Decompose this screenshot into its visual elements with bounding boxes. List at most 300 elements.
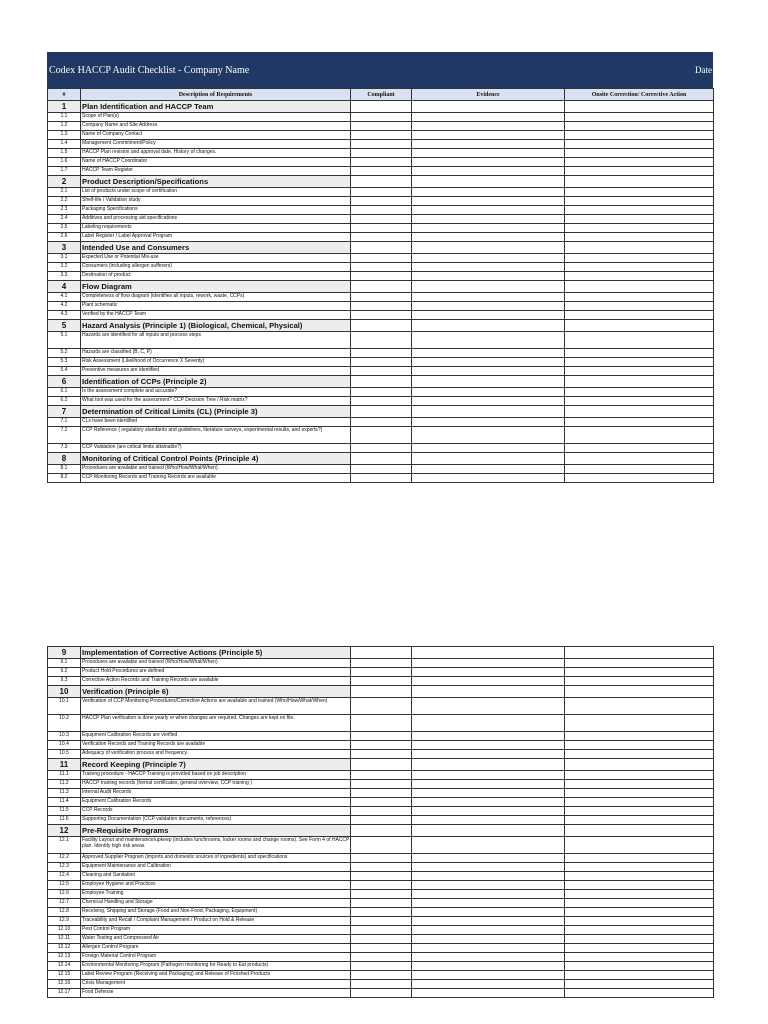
compliant-cell[interactable]	[351, 444, 412, 453]
evidence-cell[interactable]	[412, 686, 565, 698]
evidence-cell[interactable]	[412, 158, 565, 167]
checklist-table-page-2	[47, 646, 714, 998]
evidence-cell[interactable]	[412, 863, 565, 872]
corrective-action-cell[interactable]	[565, 427, 714, 444]
evidence-cell[interactable]	[412, 917, 565, 926]
compliant-cell[interactable]	[351, 427, 412, 444]
corrective-action-cell[interactable]	[565, 242, 714, 254]
evidence-cell[interactable]	[412, 215, 565, 224]
compliant-cell[interactable]	[351, 677, 412, 686]
corrective-action-cell[interactable]	[565, 397, 714, 406]
evidence-cell[interactable]	[412, 944, 565, 953]
evidence-cell[interactable]	[412, 659, 565, 668]
requirement-row	[48, 427, 714, 444]
requirement-description: Adequacy of verification process and frequency.	[81, 750, 351, 759]
corrective-action-cell[interactable]	[565, 272, 714, 281]
corrective-action-cell[interactable]	[565, 281, 714, 293]
requirement-row	[48, 158, 714, 167]
compliant-cell[interactable]	[351, 158, 412, 167]
evidence-cell[interactable]	[412, 807, 565, 816]
evidence-cell[interactable]	[412, 320, 565, 332]
evidence-cell[interactable]	[412, 131, 565, 140]
evidence-cell[interactable]	[412, 474, 565, 483]
requirement-row	[48, 418, 714, 427]
evidence-cell[interactable]	[412, 293, 565, 302]
evidence-cell[interactable]	[412, 677, 565, 686]
corrective-action-cell[interactable]	[565, 233, 714, 242]
section-number: 5	[48, 320, 81, 332]
requirement-row	[48, 899, 714, 908]
compliant-cell[interactable]	[351, 397, 412, 406]
compliant-cell[interactable]	[351, 215, 412, 224]
compliant-cell[interactable]	[351, 944, 412, 953]
evidence-cell[interactable]	[412, 167, 565, 176]
requirement-row	[48, 149, 714, 158]
requirement-description: Verification of CCP Monitoring Procedures/Corrective Actions are available and trained (Who/How/What/When)	[81, 698, 351, 715]
evidence-cell[interactable]	[412, 908, 565, 917]
requirement-row	[48, 302, 714, 311]
corrective-action-cell[interactable]	[565, 320, 714, 332]
requirement-row	[48, 113, 714, 122]
evidence-cell[interactable]	[412, 798, 565, 807]
corrective-action-cell[interactable]	[565, 771, 714, 780]
corrective-action-cell[interactable]	[565, 444, 714, 453]
requirement-row	[48, 332, 714, 349]
requirement-description: Label Review Program (Receiving and Packaging) and Release of Finished Products	[81, 971, 351, 980]
compliant-cell[interactable]	[351, 474, 412, 483]
evidence-cell[interactable]	[412, 715, 565, 732]
requirement-number: 1.6	[48, 158, 81, 167]
evidence-cell[interactable]	[412, 741, 565, 750]
corrective-action-cell[interactable]	[565, 206, 714, 215]
corrective-action-cell[interactable]	[565, 140, 714, 149]
requirement-description: CCP Records	[81, 807, 351, 816]
corrective-action-cell[interactable]	[565, 167, 714, 176]
corrective-action-cell[interactable]	[565, 388, 714, 397]
compliant-cell[interactable]	[351, 698, 412, 715]
evidence-cell[interactable]	[412, 263, 565, 272]
section-title: Determination of Critical Limits (CL) (Principle 3)	[81, 406, 351, 418]
compliant-cell[interactable]	[351, 465, 412, 474]
compliant-cell[interactable]	[351, 376, 412, 388]
requirement-description: CLs have been identified	[81, 418, 351, 427]
corrective-action-cell[interactable]	[565, 789, 714, 798]
evidence-cell[interactable]	[412, 233, 565, 242]
evidence-cell[interactable]	[412, 759, 565, 771]
evidence-cell[interactable]	[412, 647, 565, 659]
evidence-cell[interactable]	[412, 367, 565, 376]
evidence-cell[interactable]	[412, 732, 565, 741]
requirement-description: Equipment Maintenance and Calibration	[81, 863, 351, 872]
evidence-cell[interactable]	[412, 789, 565, 798]
requirement-description: Environmental Monitoring Program (Pathogen monitoring for Ready to Eat products)	[81, 962, 351, 971]
compliant-cell[interactable]	[351, 953, 412, 962]
compliant-cell[interactable]	[351, 320, 412, 332]
requirement-number: 10.4	[48, 741, 81, 750]
corrective-action-cell[interactable]	[565, 837, 714, 854]
compliant-cell[interactable]	[351, 101, 412, 113]
compliant-cell[interactable]	[351, 224, 412, 233]
requirement-number: 12.12	[48, 944, 81, 953]
requirement-row	[48, 254, 714, 263]
section-title: Pre-Requisite Programs	[81, 825, 351, 837]
corrective-action-cell[interactable]	[565, 890, 714, 899]
compliant-cell[interactable]	[351, 453, 412, 465]
evidence-cell[interactable]	[412, 962, 565, 971]
compliant-cell[interactable]	[351, 971, 412, 980]
corrective-action-cell[interactable]	[565, 935, 714, 944]
evidence-cell[interactable]	[412, 698, 565, 715]
requirement-description: Cleaning and Sanitation	[81, 872, 351, 881]
evidence-cell[interactable]	[412, 376, 565, 388]
requirement-number: 10.3	[48, 732, 81, 741]
corrective-action-cell[interactable]	[565, 780, 714, 789]
corrective-action-cell[interactable]	[565, 677, 714, 686]
evidence-cell[interactable]	[412, 935, 565, 944]
corrective-action-cell[interactable]	[565, 962, 714, 971]
corrective-action-cell[interactable]	[565, 453, 714, 465]
compliant-cell[interactable]	[351, 715, 412, 732]
corrective-action-cell[interactable]	[565, 215, 714, 224]
requirement-description: Risk Assessment (Likelihood of Occurrence X Severity)	[81, 358, 351, 367]
compliant-cell[interactable]	[351, 917, 412, 926]
corrective-action-cell[interactable]	[565, 668, 714, 677]
evidence-cell[interactable]	[412, 465, 565, 474]
evidence-cell[interactable]	[412, 406, 565, 418]
evidence-cell[interactable]	[412, 302, 565, 311]
evidence-cell[interactable]	[412, 349, 565, 358]
evidence-cell[interactable]	[412, 332, 565, 349]
corrective-action-cell[interactable]	[565, 863, 714, 872]
corrective-action-cell[interactable]	[565, 254, 714, 263]
corrective-action-cell[interactable]	[565, 732, 714, 741]
compliant-cell[interactable]	[351, 863, 412, 872]
corrective-action-cell[interactable]	[565, 759, 714, 771]
compliant-cell[interactable]	[351, 293, 412, 302]
section-title: Monitoring of Critical Control Points (Principle 4)	[81, 453, 351, 465]
requirement-number: 2.1	[48, 188, 81, 197]
evidence-cell[interactable]	[412, 980, 565, 989]
requirement-description: Verified by the HACCP Team	[81, 311, 351, 320]
evidence-cell[interactable]	[412, 113, 565, 122]
requirement-number: 4.2	[48, 302, 81, 311]
corrective-action-cell[interactable]	[565, 980, 714, 989]
corrective-action-cell[interactable]	[565, 197, 714, 206]
evidence-cell[interactable]	[412, 242, 565, 254]
corrective-action-cell[interactable]	[565, 989, 714, 998]
compliant-cell[interactable]	[351, 122, 412, 131]
corrective-action-cell[interactable]	[565, 311, 714, 320]
compliant-cell[interactable]	[351, 418, 412, 427]
corrective-action-cell[interactable]	[565, 474, 714, 483]
corrective-action-cell[interactable]	[565, 971, 714, 980]
evidence-cell[interactable]	[412, 427, 565, 444]
compliant-cell[interactable]	[351, 140, 412, 149]
requirement-description: CCP Monitoring Records and Training Records are available	[81, 474, 351, 483]
section-number: 12	[48, 825, 81, 837]
compliant-cell[interactable]	[351, 281, 412, 293]
requirement-number: 9.2	[48, 668, 81, 677]
compliant-cell[interactable]	[351, 980, 412, 989]
compliant-cell[interactable]	[351, 131, 412, 140]
requirement-row	[48, 890, 714, 899]
section-row	[48, 825, 714, 837]
corrective-action-cell[interactable]	[565, 908, 714, 917]
compliant-cell[interactable]	[351, 837, 412, 854]
compliant-cell[interactable]	[351, 197, 412, 206]
corrective-action-cell[interactable]	[565, 302, 714, 311]
requirement-description: Employee Training	[81, 890, 351, 899]
requirement-row	[48, 816, 714, 825]
corrective-action-cell[interactable]	[565, 698, 714, 715]
corrective-action-cell[interactable]	[565, 647, 714, 659]
compliant-cell[interactable]	[351, 750, 412, 759]
compliant-cell[interactable]	[351, 881, 412, 890]
corrective-action-cell[interactable]	[565, 188, 714, 197]
compliant-cell[interactable]	[351, 759, 412, 771]
corrective-action-cell[interactable]	[565, 944, 714, 953]
section-number: 11	[48, 759, 81, 771]
corrective-action-cell[interactable]	[565, 131, 714, 140]
evidence-cell[interactable]	[412, 890, 565, 899]
corrective-action-cell[interactable]	[565, 926, 714, 935]
compliant-cell[interactable]	[351, 167, 412, 176]
compliant-cell[interactable]	[351, 206, 412, 215]
corrective-action-cell[interactable]	[565, 149, 714, 158]
evidence-cell[interactable]	[412, 444, 565, 453]
requirement-row	[48, 698, 714, 715]
compliant-cell[interactable]	[351, 807, 412, 816]
requirement-number: 1.3	[48, 131, 81, 140]
evidence-cell[interactable]	[412, 953, 565, 962]
compliant-cell[interactable]	[351, 732, 412, 741]
compliant-cell[interactable]	[351, 113, 412, 122]
evidence-cell[interactable]	[412, 101, 565, 113]
corrective-action-cell[interactable]	[565, 358, 714, 367]
evidence-cell[interactable]	[412, 149, 565, 158]
evidence-cell[interactable]	[412, 899, 565, 908]
requirement-description: CCP Validation (are critical limits attainable?)	[81, 444, 351, 453]
requirement-number: 4.3	[48, 311, 81, 320]
section-row	[48, 759, 714, 771]
requirement-number: 11.5	[48, 807, 81, 816]
requirement-row	[48, 789, 714, 798]
evidence-cell[interactable]	[412, 311, 565, 320]
compliant-cell[interactable]	[351, 854, 412, 863]
compliant-cell[interactable]	[351, 926, 412, 935]
evidence-cell[interactable]	[412, 418, 565, 427]
compliant-cell[interactable]	[351, 263, 412, 272]
evidence-cell[interactable]	[412, 989, 565, 998]
corrective-action-cell[interactable]	[565, 418, 714, 427]
compliant-cell[interactable]	[351, 771, 412, 780]
evidence-cell[interactable]	[412, 272, 565, 281]
evidence-cell[interactable]	[412, 358, 565, 367]
compliant-cell[interactable]	[351, 989, 412, 998]
evidence-cell[interactable]	[412, 780, 565, 789]
compliant-cell[interactable]	[351, 367, 412, 376]
requirement-number: 12.1	[48, 837, 81, 854]
compliant-cell[interactable]	[351, 798, 412, 807]
corrective-action-cell[interactable]	[565, 798, 714, 807]
compliant-cell[interactable]	[351, 176, 412, 188]
compliant-cell[interactable]	[351, 780, 412, 789]
corrective-action-cell[interactable]	[565, 176, 714, 188]
evidence-cell[interactable]	[412, 197, 565, 206]
evidence-cell[interactable]	[412, 254, 565, 263]
compliant-cell[interactable]	[351, 254, 412, 263]
corrective-action-cell[interactable]	[565, 263, 714, 272]
evidence-cell[interactable]	[412, 388, 565, 397]
evidence-cell[interactable]	[412, 881, 565, 890]
corrective-action-cell[interactable]	[565, 122, 714, 131]
requirement-number: 5.3	[48, 358, 81, 367]
compliant-cell[interactable]	[351, 149, 412, 158]
requirement-number: 11.4	[48, 798, 81, 807]
requirement-row	[48, 771, 714, 780]
evidence-cell[interactable]	[412, 926, 565, 935]
evidence-cell[interactable]	[412, 176, 565, 188]
evidence-cell[interactable]	[412, 872, 565, 881]
evidence-cell[interactable]	[412, 453, 565, 465]
corrective-action-cell[interactable]	[565, 349, 714, 358]
requirement-number: 12.14	[48, 962, 81, 971]
requirement-description: Procedures are available and trained (Who/How/What/When)	[81, 659, 351, 668]
compliant-cell[interactable]	[351, 935, 412, 944]
corrective-action-cell[interactable]	[565, 659, 714, 668]
compliant-cell[interactable]	[351, 816, 412, 825]
corrective-action-cell[interactable]	[565, 158, 714, 167]
corrective-action-cell[interactable]	[565, 406, 714, 418]
column-header-row	[48, 89, 714, 101]
compliant-cell[interactable]	[351, 311, 412, 320]
corrective-action-cell[interactable]	[565, 332, 714, 349]
evidence-cell[interactable]	[412, 816, 565, 825]
requirement-row	[48, 311, 714, 320]
evidence-cell[interactable]	[412, 188, 565, 197]
requirement-number: 12.11	[48, 935, 81, 944]
requirement-row	[48, 854, 714, 863]
evidence-cell[interactable]	[412, 837, 565, 854]
compliant-cell[interactable]	[351, 388, 412, 397]
compliant-cell[interactable]	[351, 272, 412, 281]
section-row	[48, 320, 714, 332]
compliant-cell[interactable]	[351, 899, 412, 908]
corrective-action-cell[interactable]	[565, 750, 714, 759]
compliant-cell[interactable]	[351, 825, 412, 837]
compliant-cell[interactable]	[351, 188, 412, 197]
corrective-action-cell[interactable]	[565, 825, 714, 837]
compliant-cell[interactable]	[351, 962, 412, 971]
requirement-row	[48, 807, 714, 816]
corrective-action-cell[interactable]	[565, 741, 714, 750]
compliant-cell[interactable]	[351, 647, 412, 659]
requirement-description: Management Commitment/Policy	[81, 140, 351, 149]
evidence-cell[interactable]	[412, 854, 565, 863]
corrective-action-cell[interactable]	[565, 917, 714, 926]
evidence-cell[interactable]	[412, 140, 565, 149]
corrective-action-cell[interactable]	[565, 807, 714, 816]
evidence-cell[interactable]	[412, 750, 565, 759]
compliant-cell[interactable]	[351, 668, 412, 677]
requirement-description: Equipment Calibration Records are verified	[81, 732, 351, 741]
compliant-cell[interactable]	[351, 890, 412, 899]
compliant-cell[interactable]	[351, 242, 412, 254]
compliant-cell[interactable]	[351, 872, 412, 881]
requirement-description: Corrective Action Records and Training Records are available	[81, 677, 351, 686]
requirement-number: 10.2	[48, 715, 81, 732]
evidence-cell[interactable]	[412, 825, 565, 837]
corrective-action-cell[interactable]	[565, 465, 714, 474]
corrective-action-cell[interactable]	[565, 376, 714, 388]
requirement-description: Facility Layout and maintenance/upkeep (includes lunchrooms, locker rooms and change rooms). See Form 4 of HACCP plan. Identify high risk areas.	[81, 837, 351, 854]
corrective-action-cell[interactable]	[565, 101, 714, 113]
corrective-action-cell[interactable]	[565, 881, 714, 890]
requirement-row	[48, 659, 714, 668]
requirement-row	[48, 953, 714, 962]
compliant-cell[interactable]	[351, 349, 412, 358]
requirement-number: 12.9	[48, 917, 81, 926]
corrective-action-cell[interactable]	[565, 367, 714, 376]
section-row	[48, 453, 714, 465]
requirement-number: 9.3	[48, 677, 81, 686]
compliant-cell[interactable]	[351, 686, 412, 698]
corrective-action-cell[interactable]	[565, 113, 714, 122]
requirement-row	[48, 367, 714, 376]
section-title: Intended Use and Consumers	[81, 242, 351, 254]
corrective-action-cell[interactable]	[565, 224, 714, 233]
compliant-cell[interactable]	[351, 908, 412, 917]
requirement-description: HACCP Team Register	[81, 167, 351, 176]
compliant-cell[interactable]	[351, 332, 412, 349]
corrective-action-cell[interactable]	[565, 899, 714, 908]
corrective-action-cell[interactable]	[565, 686, 714, 698]
evidence-cell[interactable]	[412, 122, 565, 131]
requirement-row	[48, 358, 714, 367]
requirement-description: Receiving, Shipping and Storage (Food and Non-Food, Packaging, Equipment)	[81, 908, 351, 917]
evidence-cell[interactable]	[412, 971, 565, 980]
evidence-cell[interactable]	[412, 281, 565, 293]
column-header-corrective-action: Onsite Correction/ Corrective Action	[565, 89, 714, 101]
evidence-cell[interactable]	[412, 206, 565, 215]
corrective-action-cell[interactable]	[565, 854, 714, 863]
requirement-number: 8.2	[48, 474, 81, 483]
section-row	[48, 176, 714, 188]
corrective-action-cell[interactable]	[565, 715, 714, 732]
compliant-cell[interactable]	[351, 302, 412, 311]
evidence-cell[interactable]	[412, 397, 565, 406]
compliant-cell[interactable]	[351, 358, 412, 367]
requirement-description: Preventive measures are identified	[81, 367, 351, 376]
evidence-cell[interactable]	[412, 224, 565, 233]
corrective-action-cell[interactable]	[565, 816, 714, 825]
compliant-cell[interactable]	[351, 406, 412, 418]
requirement-number: 1.1	[48, 113, 81, 122]
evidence-cell[interactable]	[412, 668, 565, 677]
compliant-cell[interactable]	[351, 659, 412, 668]
requirement-number: 3.2	[48, 263, 81, 272]
corrective-action-cell[interactable]	[565, 872, 714, 881]
compliant-cell[interactable]	[351, 741, 412, 750]
requirement-number: 4.1	[48, 293, 81, 302]
compliant-cell[interactable]	[351, 233, 412, 242]
corrective-action-cell[interactable]	[565, 953, 714, 962]
requirement-row	[48, 197, 714, 206]
evidence-cell[interactable]	[412, 771, 565, 780]
requirement-number: 11.6	[48, 816, 81, 825]
compliant-cell[interactable]	[351, 789, 412, 798]
corrective-action-cell[interactable]	[565, 293, 714, 302]
